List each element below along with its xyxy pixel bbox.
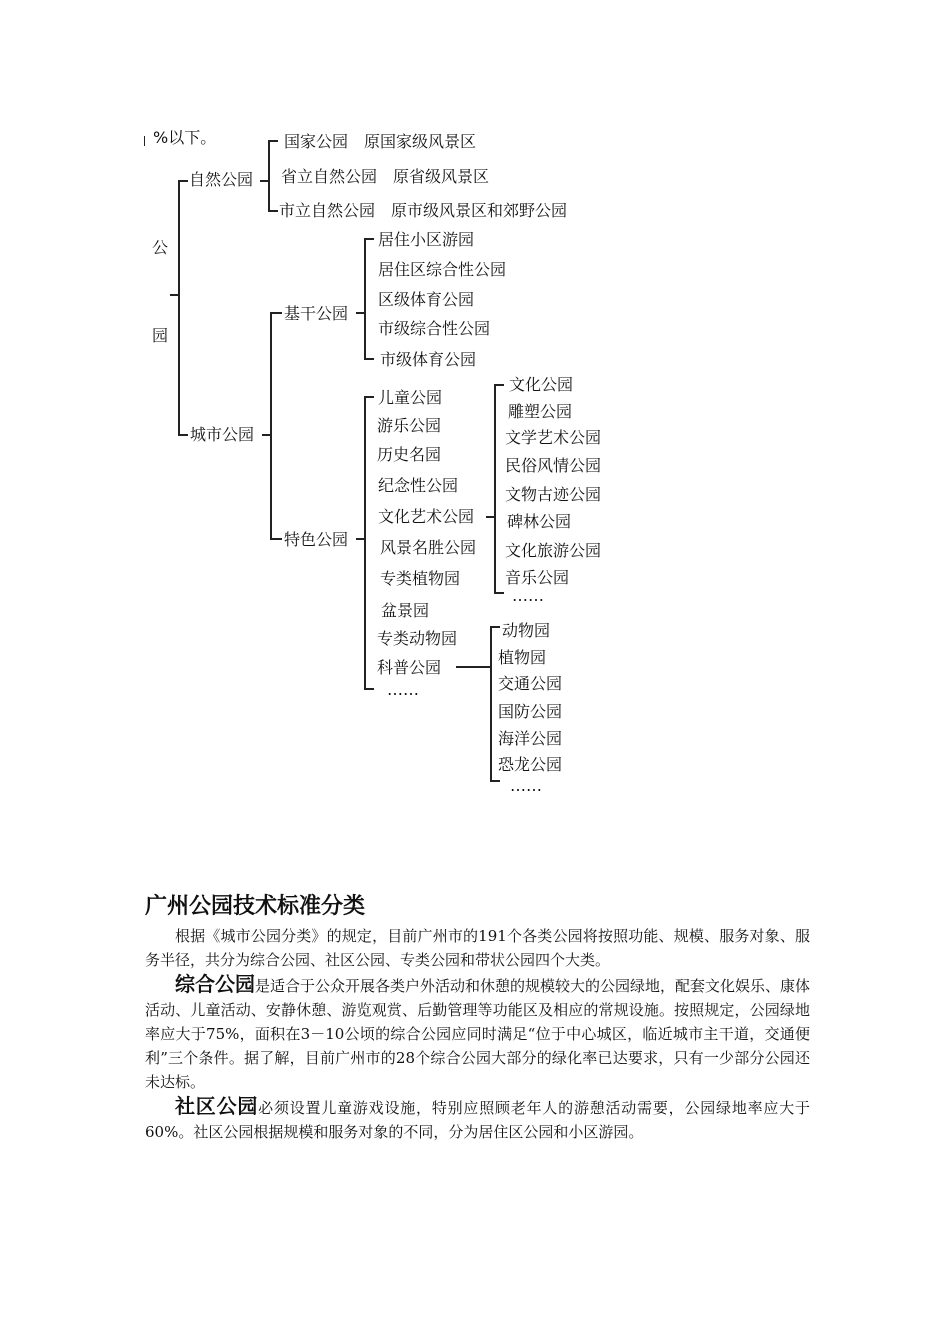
culture-child-3: 文学艺术公园 [505, 428, 602, 447]
culture-child-4: 民俗风情公园 [505, 456, 602, 475]
culture-child-5: 文物古迹公园 [505, 485, 602, 504]
science-child-2: 植物园 [498, 648, 547, 667]
term-comprehensive-park: 综合公园 [175, 972, 255, 996]
document-body [145, 892, 810, 1144]
culture-child-2: 雕塑公园 [508, 402, 573, 421]
natural-park-label: 自然公园 [189, 170, 254, 189]
basic-child-2: 居住区综合性公园 [378, 260, 507, 279]
science-child-4: 国防公园 [498, 702, 563, 721]
science-child-6: 恐龙公园 [498, 755, 563, 774]
science-child-1: 动物园 [502, 621, 551, 640]
featured-child-7: 专类植物园 [380, 569, 461, 588]
paragraph-community-park [145, 1094, 810, 1144]
featured-bracket-top [364, 396, 374, 398]
natural-bracket-bottom [268, 210, 278, 212]
featured-child-10: 科普公园 [377, 658, 442, 677]
root-bracket-top [178, 180, 188, 182]
featured-child-3: 历史名园 [377, 445, 442, 464]
basic-child-5: 市级体育公园 [380, 350, 477, 369]
city-bracket-bottom [270, 538, 282, 540]
natural-child-1: 国家公园 原国家级风景区 [284, 132, 477, 151]
science-bracket-bottom [490, 780, 500, 782]
culture-child-1: 文化公园 [509, 375, 574, 394]
culture-child-6: 碑林公园 [507, 512, 572, 531]
featured-park-label: 特色公园 [284, 530, 349, 549]
basic-bracket-top [364, 238, 374, 240]
culture-ellipsis: …… [512, 586, 544, 605]
featured-child-8: 盆景园 [381, 601, 430, 620]
city-park-label: 城市公园 [190, 425, 255, 444]
basic-child-3: 区级体育公园 [378, 290, 475, 309]
culture-bracket [494, 384, 496, 594]
featured-child-9: 专类动物园 [377, 629, 458, 648]
section-title: 广州公园技术标准分类 [145, 894, 366, 919]
root-bracket-bottom [178, 434, 188, 436]
natural-bracket-top [268, 140, 278, 142]
science-child-5: 海洋公园 [498, 729, 563, 748]
paragraph-comprehensive-park [145, 972, 810, 1094]
basic-bracket [364, 238, 366, 360]
featured-child-2: 游乐公园 [377, 416, 442, 435]
natural-child-3: 市立自然公园 原市级风景区和郊野公园 [279, 201, 568, 220]
culture-child-8: 音乐公园 [505, 568, 570, 587]
natural-child-2: 省立自然公园 原省级风景区 [281, 167, 490, 186]
community-park-text: 必须设置儿童游戏设施，特别应照顾老年人的游憩活动需要，公园绿地率应大于60%。社区公园根据规模和服务对象的不同，分为居住区公园和小区游园。 [145, 1099, 810, 1141]
basic-child-4: 市级综合性公园 [378, 319, 491, 338]
culture-bracket-top [494, 384, 504, 386]
science-bracket [490, 626, 492, 782]
science-ellipsis: …… [510, 776, 542, 795]
featured-child-6: 风景名胜公园 [380, 538, 477, 557]
featured-bracket [364, 396, 366, 690]
city-bracket [270, 312, 272, 540]
root-label-1: 公 [152, 238, 169, 257]
featured-ellipsis: …… [387, 680, 419, 699]
root-label-2: 园 [152, 326, 169, 345]
basic-bracket-bottom [364, 358, 374, 360]
featured-child-1: 儿童公园 [378, 388, 443, 407]
culture-child-7: 文化旅游公园 [505, 541, 602, 560]
science-child-3: 交通公园 [498, 674, 563, 693]
fragment-text: %以下。 [153, 128, 217, 147]
featured-child-5: 文化艺术公园 [378, 507, 475, 526]
paragraph-intro: 根据《城市公园分类》的规定，目前广州市的191个各类公园将按照功能、规模、服务对象、服务半径，共分为综合公园、社区公园、专类公园和带状公园四个大类。 [145, 927, 810, 969]
natural-bracket [268, 140, 270, 212]
basic-park-label: 基干公园 [284, 304, 349, 323]
term-community-park: 社区公园 [175, 1094, 259, 1118]
featured-child-4: 纪念性公园 [378, 476, 459, 495]
comprehensive-park-text: 是适合于公众开展各类户外活动和休憩的规模较大的公园绿地，配套文化娱乐、康体活动、儿童活动、安静休憩、游览观赏、后勤管理等功能区及相应的常规设施。按照规定，公园绿地率应大于75%，面积在3－10公顷的综合公园应同时满足“位于中心城区，临近城市主干道，交通便利”三个条件。据了解，目前广州市的28个综合公园大部分的绿化率已达要求，只有一少部分公园还未达标。 [145, 977, 811, 1091]
featured-bracket-bottom [364, 688, 374, 690]
science-connector [456, 666, 492, 668]
city-bracket-top [270, 312, 282, 314]
science-bracket-top [490, 626, 500, 628]
basic-child-1: 居住小区游园 [378, 230, 475, 249]
fragment-mark [144, 136, 145, 146]
root-bracket [178, 180, 180, 436]
culture-bracket-bottom [494, 592, 504, 594]
